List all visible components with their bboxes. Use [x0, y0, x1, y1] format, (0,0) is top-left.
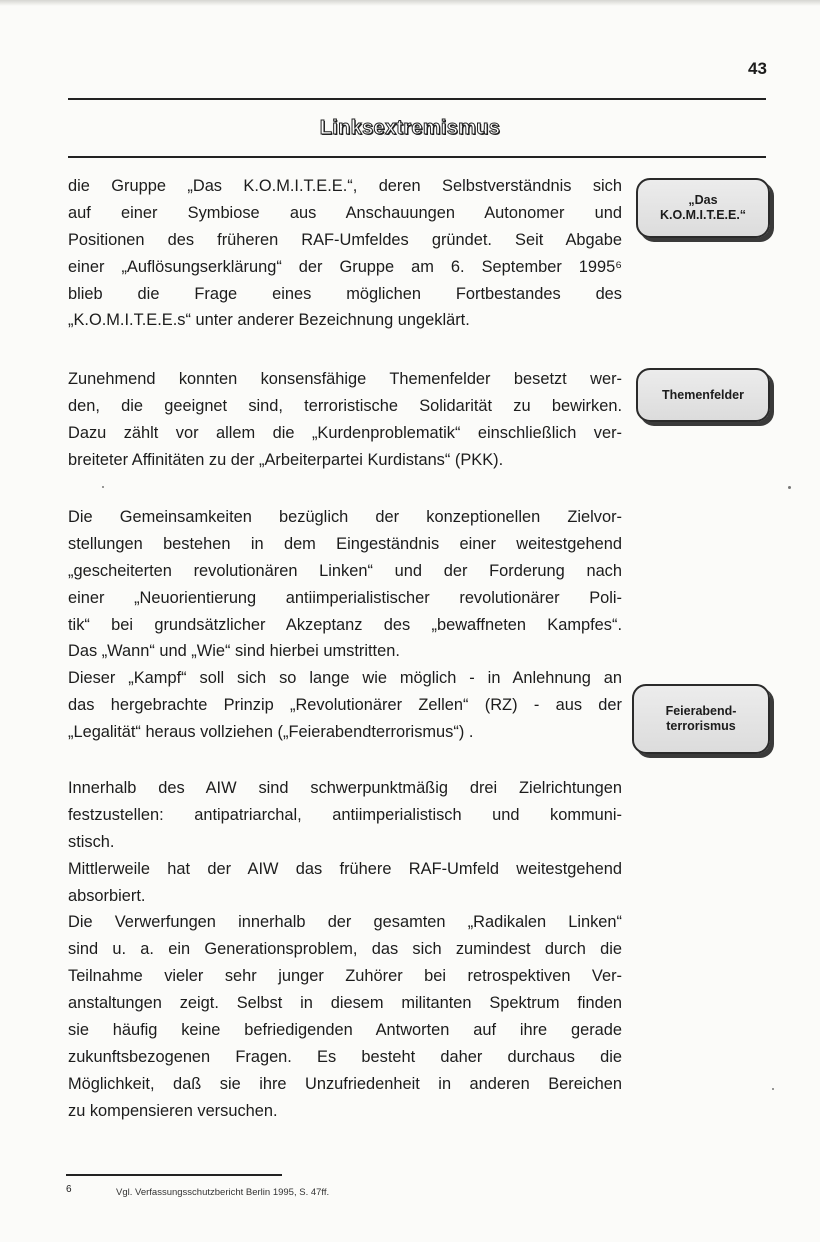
paragraph-2: [68, 366, 622, 474]
text-line: einer „Neuorientierung antiimperialistischer revolutionärer Poli-: [68, 588, 622, 607]
text-line: Mittlerweile hat der AIW das frühere RAF-Umfeld weitestgehend: [68, 859, 622, 878]
footnote-rule: [66, 1174, 282, 1176]
text-line: Dazu zählt vor allem die „Kurdenproblematik“ einschließlich ver-: [68, 423, 622, 442]
text-line: tik“ bei grundsätzlicher Akzeptanz des „bewaffneten Kampfes“.: [68, 615, 622, 634]
text-line: die Gruppe „Das K.O.M.I.T.E.E.“, deren Selbstverständnis sich: [68, 177, 622, 195]
text-line: festzustellen: antipatriarchal, antiimperialistisch und kommuni-: [68, 805, 622, 824]
margin-note-line: terrorismus: [666, 719, 736, 733]
text-line: sind u. a. ein Generationsproblem, das sich zumindest durch die: [68, 940, 622, 959]
footnote-text: Vgl. Verfassungsschutzbericht Berlin 1995, S. 47ff.: [116, 1187, 330, 1198]
scan-speck: [788, 486, 791, 489]
margin-note-feierabendterrorismus: [632, 684, 770, 754]
text-line: zu kompensieren versuchen.: [68, 1101, 278, 1120]
text-line: „Legalität“ heraus vollziehen („Feierabendterrorismus“) .: [68, 723, 474, 742]
header-rule-top: [68, 98, 766, 100]
margin-note-line: Themenfelder: [662, 387, 744, 402]
text-line: breiteter Affinitäten zu der „Arbeiterpartei Kurdistans“ (PKK).: [68, 450, 504, 469]
scan-speck: [772, 1088, 774, 1090]
footnote-number: 6: [66, 1184, 72, 1195]
text-line: anstaltungen zeigt. Selbst in diesem militanten Spektrum finden: [68, 994, 622, 1013]
scan-speck: [102, 486, 104, 488]
text-line: „gescheiterten revolutionären Linken“ und der Forderung nach: [68, 561, 622, 580]
text-line: einer „Auflösungserklärung“ der Gruppe am 6. September 1995⁶: [68, 257, 622, 276]
text-line: Positionen des früheren RAF-Umfeldes gründet. Seit Abgabe: [68, 230, 622, 249]
text-line: Innerhalb des AIW sind schwerpunktmäßig drei Zielrichtungen: [68, 779, 622, 797]
margin-note-line: Feierabend-: [665, 704, 737, 718]
text-line: „K.O.M.I.T.E.E.s“ unter anderer Bezeichnung ungeklärt.: [68, 311, 470, 330]
page-number: 43: [748, 59, 767, 78]
scan-top-edge: [0, 0, 820, 6]
text-line: Dieser „Kampf“ soll sich so lange wie möglich - in Anlehnung an: [68, 669, 622, 688]
section-title: Linksextremismus: [319, 117, 501, 139]
text-line: Möglichkeit, daß sie ihre Unzufriedenheit in anderen Bereichen: [68, 1074, 622, 1093]
text-line: Das „Wann“ und „Wie“ sind hierbei umstritten.: [68, 642, 400, 661]
paragraph-1: [68, 173, 622, 334]
header-rule-bottom: [68, 156, 766, 158]
margin-note-line: K.O.M.I.T.E.E.“: [659, 208, 747, 222]
text-line: Die Gemeinsamkeiten bezüglich der konzeptionellen Zielvor-: [68, 508, 622, 526]
margin-note-line: „Das: [688, 193, 718, 207]
margin-note-komitee: [636, 178, 770, 238]
text-line: auf einer Symbiose aus Anschauungen Autonomer und: [68, 203, 622, 222]
text-line: den, die geeignet sind, terroristische Solidarität zu bewirken.: [68, 396, 622, 415]
text-line: zukunftsbezogenen Fragen. Es besteht daher durchaus die: [68, 1047, 622, 1066]
text-line: absorbiert.: [68, 886, 146, 905]
text-line: stisch.: [68, 832, 115, 851]
text-line: blieb die Frage eines möglichen Fortbestandes des: [68, 284, 622, 303]
text-line: das hergebrachte Prinzip „Revolutionärer Zellen“ (RZ) - aus der: [68, 696, 622, 715]
margin-note-themenfelder: [636, 368, 770, 422]
text-line: stellungen bestehen in dem Eingeständnis einer weitestgehend: [68, 534, 622, 553]
text-line: sie häufig keine befriedigenden Antworten auf ihre gerade: [68, 1021, 622, 1040]
text-line: Die Verwerfungen innerhalb der gesamten „Radikalen Linken“: [68, 913, 622, 932]
paragraph-3: [68, 504, 622, 746]
text-line: Teilnahme vieler sehr junger Zuhörer bei retrospektiven Ver-: [68, 967, 622, 986]
text-line: Zunehmend konnten konsensfähige Themenfelder besetzt wer-: [68, 370, 622, 388]
paragraph-4: [68, 775, 622, 1125]
